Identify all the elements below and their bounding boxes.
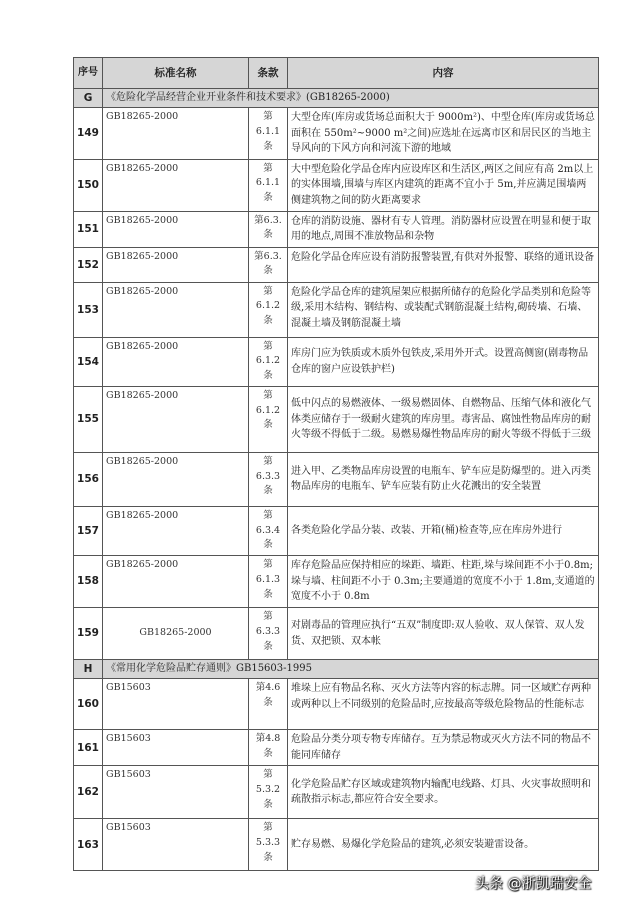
row-standard: GB18265-2000 xyxy=(103,337,249,386)
row-number: 151 xyxy=(74,211,103,247)
header-seq: 序号 xyxy=(74,58,103,89)
row-standard: GB18265-2000 xyxy=(103,386,249,452)
row-clause: 第6.3.条 xyxy=(249,247,288,282)
row-number: 149 xyxy=(74,108,103,160)
row-content: 危险品分类分项专物专库储存。互为禁忌物或灭火方法不同的物品不能同库储存 xyxy=(288,730,599,766)
row-standard: GB15603 xyxy=(103,819,249,871)
row-number: 157 xyxy=(74,506,103,555)
table-row xyxy=(74,386,599,452)
table-row xyxy=(74,608,599,660)
row-content: 仓库的消防设施、器材有专人管理。消防器材应设置在明显和便于取用的地点,周围不准放物品和杂物 xyxy=(288,211,599,247)
row-content: 贮存易燃、易爆化学危险品的建筑,必须安装避雷设备。 xyxy=(288,819,599,871)
section-title: 《常用化学危险品贮存通则》GB15603-1995 xyxy=(103,660,599,679)
row-clause: 第5.3.2条 xyxy=(249,766,288,819)
section-title: 《危险化学品经营企业开业条件和技术要求》(GB18265-2000) xyxy=(103,89,599,108)
row-number: 159 xyxy=(74,608,103,660)
row-content: 低中闪点的易燃液体、一级易燃固体、自燃物品、压缩气体和液化气体类应储存于一级耐火建筑的库房里。毒害品、腐蚀性物品库房的耐火等级不得低于二级。易燃易爆性物品库房的耐火等级不得低于三级 xyxy=(288,386,599,452)
section-letter: H xyxy=(74,660,103,679)
row-content: 堆垛上应有物品名称、灭火方法等内容的标志牌。同一区域贮存两种或两种以上不同级别的危险品时,应按最高等级危险物品的性能标志 xyxy=(288,679,599,730)
row-number: 160 xyxy=(74,679,103,730)
row-clause: 第4.6条 xyxy=(249,679,288,730)
row-clause: 第6.3.条 xyxy=(249,211,288,247)
row-number: 162 xyxy=(74,766,103,819)
watermark xyxy=(455,873,635,897)
standards-table xyxy=(73,57,599,871)
table-row xyxy=(74,247,599,282)
table-row xyxy=(74,211,599,247)
row-clause: 第6.3.3条 xyxy=(249,608,288,660)
row-standard: GB18265-2000 xyxy=(103,452,249,506)
row-standard: GB18265-2000 xyxy=(103,556,249,608)
row-standard: GB18265-2000 xyxy=(103,159,249,211)
row-standard: GB18265-2000 xyxy=(103,282,249,337)
header-content: 内容 xyxy=(288,58,599,89)
row-clause: 第6.1.1条 xyxy=(249,159,288,211)
section-row-g xyxy=(74,89,599,108)
row-content: 危险化学品仓库的建筑屋架应根据所储存的危险化学品类别和危险等级,采用木结构、钢结构、或装配式钢筋混凝土结构,砌砖墙、石墙、混凝土墙及钢筋混凝土墙 xyxy=(288,282,599,337)
row-content: 进入甲、乙类物品库房设置的电瓶车、铲车应是防爆型的。进入丙类物品库房的电瓶车、铲车应装有防止火花溅出的安全装置 xyxy=(288,452,599,506)
watermark-text: 头条 @浙凯瑞安全 xyxy=(475,876,592,892)
row-number: 158 xyxy=(74,556,103,608)
standards-table-page xyxy=(73,57,598,871)
row-clause: 第4.8条 xyxy=(249,730,288,766)
table-row xyxy=(74,108,599,160)
row-standard: GB15603 xyxy=(103,730,249,766)
row-number: 155 xyxy=(74,386,103,452)
row-standard: GB15603 xyxy=(103,679,249,730)
row-clause: 第6.1.2条 xyxy=(249,386,288,452)
table-row xyxy=(74,337,599,386)
row-clause: 第6.1.1条 xyxy=(249,108,288,160)
row-number: 156 xyxy=(74,452,103,506)
table-row xyxy=(74,282,599,337)
row-standard: GB18265-2000 xyxy=(103,608,249,660)
source-logo-icon xyxy=(455,876,471,890)
row-content: 各类危险化学品分装、改装、开箱(桶)检查等,应在库房外进行 xyxy=(288,506,599,555)
row-clause: 第6.3.4条 xyxy=(249,506,288,555)
row-clause: 第6.3.3条 xyxy=(249,452,288,506)
row-content: 大型仓库(库房或货场总面积大于 9000m²)、中型仓库(库房或货场总面积在 550m²~9000 m²之间)应选址在远离市区和居民区的当地主导风向的下风方向和河流下游的地域 xyxy=(288,108,599,160)
row-content: 对剧毒品的管理应执行“五双”制度即:双人验收、双人保管、双人发货、双把锁、双本帐 xyxy=(288,608,599,660)
table-row xyxy=(74,506,599,555)
row-number: 154 xyxy=(74,337,103,386)
table-row xyxy=(74,452,599,506)
row-number: 150 xyxy=(74,159,103,211)
row-clause: 第6.1.2条 xyxy=(249,337,288,386)
row-number: 163 xyxy=(74,819,103,871)
table-row xyxy=(74,766,599,819)
row-content: 库房门应为铁质或木质外包铁皮,采用外开式。设置高侧窗(剧毒物品仓库的窗户应设铁护栏) xyxy=(288,337,599,386)
row-standard: GB18265-2000 xyxy=(103,247,249,282)
row-clause: 第6.1.2条 xyxy=(249,282,288,337)
table-row xyxy=(74,556,599,608)
table-header-row xyxy=(74,58,599,89)
table-row xyxy=(74,819,599,871)
table-row xyxy=(74,679,599,730)
row-standard: GB15603 xyxy=(103,766,249,819)
header-clause: 条款 xyxy=(249,58,288,89)
row-content: 化学危险品贮存区域或建筑物内输配电线路、灯具、火灾事故照明和疏散指示标志,都应符合安全要求。 xyxy=(288,766,599,819)
row-number: 153 xyxy=(74,282,103,337)
row-content: 库存危险品应保持相应的垛距、墙距、柱距,垛与垛间距不小于0.8m;垛与墙、柱间距不小于 0.3m;主要通道的宽度不小于 1.8m,支通道的宽度不小于 0.8m xyxy=(288,556,599,608)
row-number: 152 xyxy=(74,247,103,282)
row-clause: 第5.3.3条 xyxy=(249,819,288,871)
row-standard: GB18265-2000 xyxy=(103,506,249,555)
row-standard: GB18265-2000 xyxy=(103,211,249,247)
row-standard: GB18265-2000 xyxy=(103,108,249,160)
row-number: 161 xyxy=(74,730,103,766)
section-row-h xyxy=(74,660,599,679)
table-row xyxy=(74,730,599,766)
table-row xyxy=(74,159,599,211)
header-name: 标准名称 xyxy=(103,58,249,89)
row-clause: 第6.1.3条 xyxy=(249,556,288,608)
section-letter: G xyxy=(74,89,103,108)
row-content: 危险化学品仓库应设有消防报警装置,有供对外报警、联络的通讯设备 xyxy=(288,247,599,282)
row-content: 大中型危险化学品仓库内应设库区和生活区,两区之间应有高 2m以上的实体围墙,围墙与库区内建筑的距离不宜小于 5m,并应满足围墙两侧建筑物之间的防火距离要求 xyxy=(288,159,599,211)
